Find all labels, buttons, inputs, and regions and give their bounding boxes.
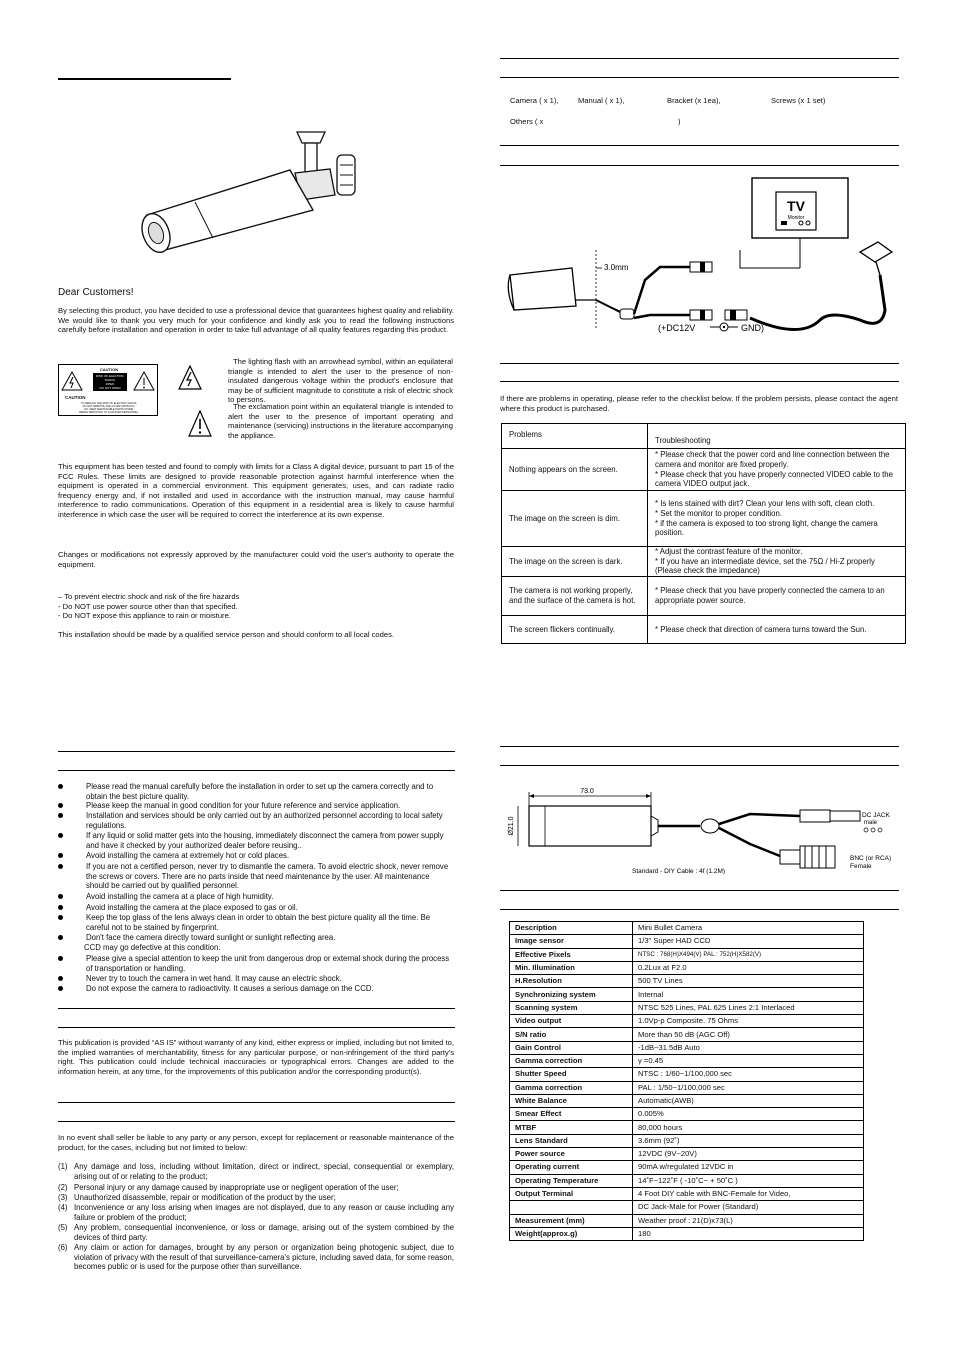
section-rule (500, 58, 899, 59)
spec-row (510, 1201, 864, 1214)
liability-item (58, 1162, 454, 1181)
spec-row (510, 988, 864, 1001)
warning-line: - Do NOT expose this appliance to rain or moisture. (58, 611, 231, 621)
spec-key: Description (510, 922, 633, 935)
gnd-label: GND) (741, 323, 764, 333)
spec-row (510, 1081, 864, 1094)
spec-key: S/N ratio (510, 1028, 633, 1041)
precaution-text: Avoid installing the camera at a place of high humidity. (86, 892, 274, 901)
section-rule (58, 1008, 455, 1009)
spec-row (510, 1227, 864, 1240)
caution-box-line: RISK OF ELECTRIC SHOCK (96, 374, 124, 382)
spec-value: 180 (633, 1227, 864, 1240)
spec-key (510, 1201, 633, 1214)
spec-key: Operating Temperature (510, 1174, 633, 1187)
liability-text: Any damage and loss, including without limitation, direct or indirect, special, consequential or exemplary, arising out of or relating to the product; (74, 1162, 454, 1181)
caution-small-line: NO USER SERVICEABLE PARTS INSIDE. (84, 408, 134, 411)
liability-text: Any problem, consequential inconvenience, or loss or damage, arising out of the system combined by the devices of third party. (74, 1223, 454, 1242)
power-label: (+DC12V (658, 323, 696, 333)
spec-row (510, 1028, 864, 1041)
bullet-icon (58, 803, 63, 808)
bnc-female-label: Female (850, 863, 872, 870)
spec-value: 500 TV Lines (633, 975, 864, 988)
solution-cell: * Please check that you have properly connected the camera to an appropriate power source. (648, 577, 906, 616)
precaution-text: If any liquid or solid matter gets into the housing, immediately disconnect the camera from power supply and have it checked by your authorized dealer before reusing.. (86, 831, 444, 850)
precaution-text: Installation and services should be only carried out by an authorized personnel according to local safety regulations. (86, 811, 443, 830)
spec-row (510, 935, 864, 948)
liability-item (58, 1203, 454, 1222)
length-label: 73.0 (580, 788, 594, 795)
package-others: Others ( x (510, 117, 544, 126)
table-row (502, 616, 906, 644)
spec-value: NTSC : 768(H)X494(V) PAL : 752(H)X582(V) (633, 948, 864, 961)
spec-value: 90mA w/regulated 12VDC in (633, 1161, 864, 1174)
cable-label: Standard - DIY Cable : 4f (1.2M) (632, 868, 726, 875)
precaution-item (58, 933, 454, 943)
precaution-text: Never try to touch the camera in wet hand. It may cause an electric shock. (86, 974, 342, 983)
bullet-icon (58, 956, 63, 961)
spec-key: Power source (510, 1148, 633, 1161)
section-rule (58, 1121, 455, 1122)
spec-row (510, 948, 864, 961)
liability-text: Inconvenience or any loss arising when images are not displayed, due to any reason or cause including any failure or problem of the product; (74, 1203, 454, 1222)
solution-cell: * Adjust the contrast feature of the monitor. * If you have an intermediate device, set the 75Ω / Hi-Z properly (Please check the impedance) (648, 547, 906, 577)
precaution-item (58, 903, 454, 913)
problem-cell: Nothing appears on the screen. (502, 449, 648, 491)
caution-box-line: DO NOT OPEN (99, 386, 121, 390)
section-rule (500, 746, 899, 747)
spec-value: 80,000 hours (633, 1121, 864, 1134)
dimension-diagram (500, 780, 900, 880)
precaution-item (58, 831, 454, 850)
bullet-icon (58, 976, 63, 981)
table-header: Troubleshooting (648, 424, 906, 449)
spec-key: Shutter Speed (510, 1068, 633, 1081)
precaution-item (58, 984, 454, 994)
precaution-item (58, 811, 454, 830)
precaution-item (58, 862, 454, 891)
precaution-text: Please keep the manual in good condition for your future reference and service application. (86, 801, 401, 810)
spec-value: Mini Bullet Camera (633, 922, 864, 935)
liability-text: Personal injury or any damage caused by inappropriate use or negligent operation of the user; (74, 1183, 399, 1192)
spec-key: Lens Standard (510, 1134, 633, 1147)
precaution-text: If you are not a certified person, never try to dismantle the camera. To avoid electric shock, never remove the screws or covers. There are no parts inside that need maintenance by the user. All maintenance should be carried out by qualified personnel. (86, 862, 449, 891)
spec-row (510, 1174, 864, 1187)
spec-value: More than 50 dB (AGC Off) (633, 1028, 864, 1041)
spec-row (510, 1068, 864, 1081)
spec-row (510, 1041, 864, 1054)
bullet-icon (58, 915, 63, 920)
precaution-text: Avoid installing the camera at the place exposed to gas or oil. (86, 903, 298, 912)
liability-number: (5) (58, 1223, 68, 1232)
warning-line: - Do NOT use power source other than that specified. (58, 601, 238, 611)
bullet-icon (58, 905, 63, 910)
monitor-label: Monitor (787, 215, 805, 221)
spec-key: Output Terminal (510, 1187, 633, 1200)
table-header-row (502, 424, 906, 449)
spec-row (510, 922, 864, 935)
spec-row (510, 1161, 864, 1174)
spec-value: 1/3" Super HAD CCD (633, 935, 864, 948)
precaution-item (58, 892, 454, 902)
warning-line: – To prevent electric shock and risk of the fire hazards (58, 592, 240, 601)
spec-key: Video output (510, 1015, 633, 1028)
camera-illustration (125, 125, 365, 265)
spec-key: Synchronizing system (510, 988, 633, 1001)
title-underline (58, 78, 231, 80)
section-rule (58, 1102, 455, 1103)
spec-value: Weather proof : 21(D)x73(L) (633, 1214, 864, 1227)
caution-label-box (93, 373, 127, 391)
spec-value: 14˚F~122˚F ( -10˚C~ + 50˚C ) (633, 1174, 864, 1187)
spec-value: 12VDC (9V~20V) (633, 1148, 864, 1161)
lightning-warning-icon (61, 371, 83, 391)
liability-number: (6) (58, 1243, 68, 1252)
solution-cell: * Please check that the power cord and line connection between the camera and monitor are fixed properly. * Please check that you have properly connected VIDEO cable to the camera VIDEO output jack. (648, 449, 906, 491)
precaution-text: Keep the top glass of the lens always clean in order to obtain the best picture quality all the time. Be careful not to be stained by fingerprint. (86, 913, 431, 932)
caution-label-title: CAUTION (65, 395, 86, 400)
section-rule (58, 751, 455, 752)
spec-row (510, 1094, 864, 1107)
precaution-text: Do not expose the camera to radioactivity. It causes a serious damage on the CCD. (86, 984, 374, 993)
spec-key: H.Resolution (510, 975, 633, 988)
liability-item (58, 1223, 454, 1242)
spec-key: Measurement (mm) (510, 1214, 633, 1227)
exclamation-warning-icon (133, 371, 155, 391)
spec-key: Scanning system (510, 1001, 633, 1014)
section-rule (500, 765, 899, 766)
liability-text: Any claim or action for damages, brought by any person or organization being photogenic subject, due to violation of privacy with the result of that surveillance-camera's picture, including saved data, for some reason, becomes public or is used for the purpose other than surveillance. (74, 1243, 454, 1272)
caution-small-line: DO NOT REMOVE THE COVER (OR BACK). (82, 405, 136, 408)
problem-cell: The image on the screen is dark. (502, 547, 648, 577)
spec-row (510, 961, 864, 974)
spec-row (510, 975, 864, 988)
spec-key: Smear Effect (510, 1108, 633, 1121)
spec-row (510, 1148, 864, 1161)
spec-value: NTSC 525 Lines, PAL 625 Lines 2:1 Interlaced (633, 1001, 864, 1014)
troubleshooting-table (501, 423, 906, 644)
spec-value: 1.0Vp-p Composite. 75 Ohms (633, 1015, 864, 1028)
package-item: Screws (x 1 set) (771, 96, 826, 105)
precaution-item (58, 954, 454, 973)
section-rule (500, 165, 899, 166)
section-rule (500, 363, 899, 364)
section-rule (500, 145, 899, 146)
table-row (502, 547, 906, 577)
bullet-icon (58, 833, 63, 838)
precaution-item (58, 851, 454, 861)
package-item: Manual ( x 1), (578, 96, 625, 105)
bullet-icon (58, 784, 63, 789)
spec-key: Gamma correction (510, 1054, 633, 1067)
caution-small-line: TO REDUCE THE RISK OF ELECTRIC SHOCK, (80, 402, 138, 405)
spec-key: Image sensor (510, 935, 633, 948)
warning-list (58, 592, 454, 621)
spec-row (510, 1121, 864, 1134)
bullet-icon (58, 853, 63, 858)
spec-value: PAL : 1/50~1/100,000 sec (633, 1081, 864, 1094)
disclaimer-text: This publication is provided “AS IS” without warranty of any kind, either express or implied, including but not limited to, the implied warranties of merchantability, fitness for any particular purpose, or non-infringement of the third party's right. This publication could include technical inaccuracies or typographical errors. Changes are added to the information herein, at any time, for the improvements of this publication and/or the corresponding product(s). (58, 1038, 454, 1076)
intro-paragraph: By selecting this product, you have decided to use a professional device that guarantees highest quality and reliability. We would like to thank you very much for your confidence and kindly ask you to read the following instructions carefully before installation and operation in order to take full advantage of all quality features regarding this product. (58, 306, 454, 335)
tv-label: TV (787, 198, 805, 214)
spec-value: Internal (633, 988, 864, 1001)
precaution-item (58, 801, 454, 811)
bnc-label: BNC (or RCA) (850, 855, 892, 862)
spec-key: Min. Illumination (510, 961, 633, 974)
problem-cell: The screen flickers continually. (502, 616, 648, 644)
spec-key: Weight(approx.g) (510, 1227, 633, 1240)
exclamation-symbol-icon (188, 410, 212, 438)
changes-statement: Changes or modifications not expressly approved by the manufacturer could void the user's authority to operate the equipment. (58, 550, 454, 569)
problem-cell: The image on the screen is dim. (502, 491, 648, 547)
spec-key: Effective Pixels (510, 948, 633, 961)
spec-value: NTSC : 1/60~1/100,000 sec (633, 1068, 864, 1081)
solution-cell: * Is lens stained with dirt? Clean your lens with soft, clean cloth. * Set the monitor to proper condition. * if the camera is exposed to too strong light, change the camera position. (648, 491, 906, 547)
liability-number: (1) (58, 1162, 68, 1171)
section-rule (500, 909, 899, 910)
spec-row (510, 1015, 864, 1028)
spec-value: 0.005% (633, 1108, 864, 1121)
distance-label: 3.0mm (604, 263, 629, 272)
table-row (502, 491, 906, 547)
bullet-icon (58, 986, 63, 991)
troubleshooting-intro: If there are problems in operating, please refer to the checklist below. If the problem persists, please contact the agent where this product is purchased. (500, 394, 898, 413)
caution-label (58, 364, 158, 416)
caution-label-title: CAUTION (99, 367, 119, 372)
section-rule (58, 770, 455, 771)
liability-item (58, 1183, 454, 1193)
fcc-statement: This equipment has been tested and found to comply with limits for a Class A digital device, pursuant to part 15 of the FCC Rules. These limits are designed to provide reasonable protection against harmful interference when the equipment is operated in a commercial environment. This equipment generates, uses, and can radiate radio frequency energy and, if not installed and used in accordance with the instruction manual, may cause harmful interference to radio communications. Operation of this equipment in a residential area is likely to cause harmful interference in which case the user will be required to correct the interference at its own expense. (58, 462, 454, 519)
precaution-text: Avoid installing the camera at extremely hot or cold places. (86, 851, 290, 860)
spec-row (510, 1108, 864, 1121)
caution-small-line: REFER SERVICING TO QUALIFIED PERSONNEL. (79, 411, 139, 414)
caution-box-line: OPEN (105, 382, 115, 386)
table-row (502, 449, 906, 491)
package-item: Camera ( x 1), (510, 96, 559, 105)
spec-value: 3.6mm (92˚) (633, 1134, 864, 1147)
liability-text: Unauthorized disassemble, repair or modification of the product by the user; (74, 1193, 336, 1202)
spec-value: DC Jack-Male for Power (Standard) (633, 1201, 864, 1214)
spec-value: γ =0.45 (633, 1054, 864, 1067)
diameter-label: Ø21.0 (508, 816, 515, 836)
caution-label-small-text (63, 402, 155, 414)
precaution-text: Please read the manual carefully before the installation in order to set up the camera correctly and to obtain the best picture quality. (86, 782, 434, 801)
liability-item (58, 1193, 454, 1203)
package-item: Bracket (x 1ea), (667, 96, 721, 105)
liability-number: (2) (58, 1183, 68, 1192)
bullet-icon (58, 935, 63, 940)
problem-cell: The camera is not working properly, and the surface of the camera is hot. (502, 577, 648, 616)
spec-row (510, 1001, 864, 1014)
liability-number: (4) (58, 1203, 68, 1212)
liability-intro: In no event shall seller be liable to any party or any person, except for replacement or reasonable maintenance of the product, for the cases, including but not limited to below: (58, 1133, 454, 1152)
lightning-symbol-text: The lighting flash with an arrowhead symbol, within an equilateral triangle is intended to alert the user to the presence of non-insulated dangerous voltage within the product's enclosure that may be of sufficient magnitude to constitute a risk of electric shock to persons. (228, 357, 453, 405)
precaution-text: Don't face the camera directly toward sunlight or sunlight reflecting area. (86, 933, 336, 942)
dc-jack-label: DC JACK (862, 812, 890, 819)
precaution-item (58, 782, 454, 801)
solution-cell: * Please check that direction of camera turns toward the Sun. (648, 616, 906, 644)
spec-table (509, 921, 864, 1241)
spec-key: MTBF (510, 1121, 633, 1134)
installation-note: This installation should be made by a qualified service person and should conform to all local codes. (58, 630, 395, 639)
dc-jack-male-label: male (864, 820, 878, 826)
spec-value: 0.2Lux at F2.0 (633, 961, 864, 974)
precaution-item (58, 913, 454, 932)
table-header: Problems (502, 424, 648, 449)
spec-row (510, 1054, 864, 1067)
spec-key: Gain Control (510, 1041, 633, 1054)
spec-row (510, 1214, 864, 1227)
exclamation-symbol-text: The exclamation point within an equilateral triangle is intended to alert the user to the presence of important operating and maintenance (servicing) instructions in the literature accompanying the appliance. (228, 402, 453, 440)
precaution-ccd-note: CCD may go defective at this condition. (84, 943, 221, 952)
spec-row (510, 1187, 864, 1200)
connection-diagram (500, 170, 900, 340)
spec-value: Automatic(AWB) (633, 1094, 864, 1107)
lightning-symbol-icon (178, 365, 202, 391)
liability-item (58, 1243, 454, 1272)
liability-number: (3) (58, 1193, 68, 1202)
table-row (502, 577, 906, 616)
bullet-icon (58, 813, 63, 818)
greeting: Dear Customers! (58, 287, 134, 298)
spec-value: 4 Foot DIY cable with BNC-Female for Video, (633, 1187, 864, 1200)
spec-key: Gamma correction (510, 1081, 633, 1094)
package-others-close: ) (678, 117, 681, 126)
bullet-icon (58, 864, 63, 869)
section-rule (500, 381, 899, 382)
section-rule (500, 77, 899, 78)
precaution-item (58, 974, 454, 984)
spec-key: Operating current (510, 1161, 633, 1174)
section-rule (58, 1027, 455, 1028)
section-rule (500, 890, 899, 891)
spec-row (510, 1134, 864, 1147)
spec-key: White Balance (510, 1094, 633, 1107)
bullet-icon (58, 894, 63, 899)
spec-value: -1dB~31.5dB Auto (633, 1041, 864, 1054)
precaution-text: Please give a special attention to keep the unit from dangerous drop or external shock during the process of transportation or handling. (86, 954, 450, 973)
